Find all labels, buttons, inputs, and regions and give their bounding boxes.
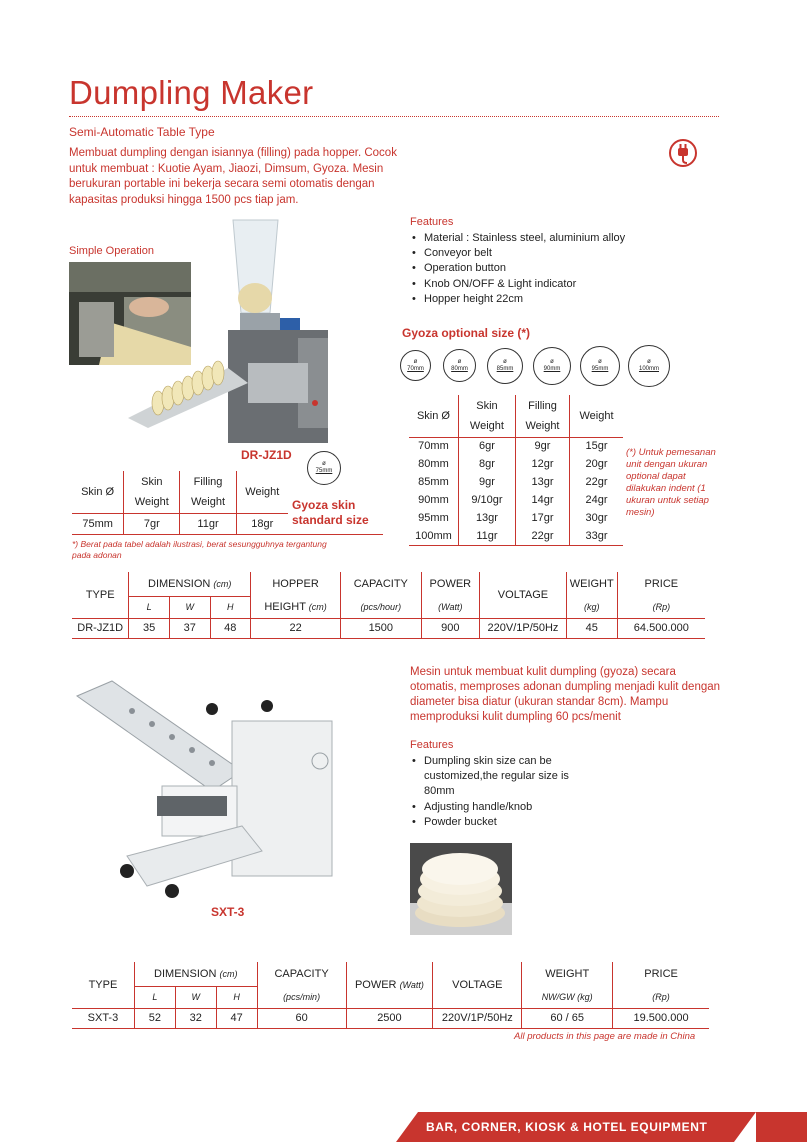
weight-unit: (kg)	[566, 596, 617, 618]
intro-text: Membuat dumpling dengan isiannya (filling) pada hopper. Cocok untuk membuat : Kuotie Ayam, Jiaozi, Dimsum, Gyoza. Mesin berukuran portable ini bekerja secara semi otomatis dengan kapasitas produksi hingga 1500 pcs tiap jam.	[69, 147, 397, 206]
size-circle: ø 80mm	[443, 349, 476, 382]
feature-item: • Conveyor belt	[424, 246, 724, 261]
table-cell: 12gr	[515, 455, 569, 473]
power-plug-icon	[668, 138, 698, 168]
spec-cell: 1500	[341, 618, 421, 638]
weight-header: WEIGHT	[522, 962, 613, 986]
spec-cell: 19.500.000	[613, 1008, 709, 1028]
spec-cell: SXT-3	[87, 1012, 119, 1024]
dimension-header: DIMENSION (cm)	[134, 962, 257, 986]
price-unit: (Rp)	[617, 596, 705, 618]
size-circle: ø 90mm	[533, 347, 571, 385]
spec-table-sxt3	[72, 962, 709, 1029]
table-cell: 18gr	[236, 513, 288, 535]
power-header: POWER	[421, 572, 480, 596]
table-cell: 22gr	[515, 527, 569, 545]
table-cell: 9gr	[515, 437, 569, 455]
simple-operation-label: Simple Operation	[69, 245, 154, 257]
feature-item: • Hopper height 22cm	[424, 292, 724, 307]
feature-item: • Material : Stainless steel, aluminium alloy	[424, 231, 724, 246]
price-unit: (Rp)	[613, 986, 709, 1008]
optional-size-note: (*) Untuk pemesanan unit dengan ukuran optional dapat dilakukan indent (1 ukuran untuk setiap mesin)	[626, 447, 716, 518]
table-cell: 75mm	[82, 518, 113, 531]
spec-cell: DR-JZ1D	[77, 622, 124, 634]
type-header: TYPE	[88, 978, 118, 991]
size-circle: ø 70mm	[400, 350, 431, 381]
table-cell: 11gr	[458, 527, 515, 545]
size-circle: ø 95mm	[580, 346, 620, 386]
table-cell: 8gr	[458, 455, 515, 473]
voltage-header: VOLTAGE	[480, 572, 567, 618]
spec-cell: 900	[421, 618, 480, 638]
feature-item: • Knob ON/OFF & Light indicator	[424, 277, 724, 292]
dim-h: H	[210, 596, 251, 618]
spec-cell: 220V/1P/50Hz	[480, 618, 567, 638]
dim-w: W	[169, 596, 210, 618]
standard-size-circle: ø 75mm	[307, 451, 341, 485]
features-title-2: Features	[410, 739, 454, 751]
table-cell: 95mm	[418, 512, 449, 524]
dumpling-maker-photo	[128, 218, 338, 443]
table-cell: 85mm	[418, 476, 449, 488]
table-cell: 15gr	[569, 437, 623, 455]
weight-unit: NW/GW (kg)	[522, 986, 613, 1008]
type-header: TYPE	[85, 588, 115, 601]
dumpling-skins-photo	[410, 843, 512, 935]
spec-cell: 60 / 65	[522, 1008, 613, 1028]
col-header: Filling Weight	[515, 395, 569, 437]
standard-table-bottom-line	[72, 534, 383, 535]
table-cell: 9/10gr	[458, 491, 515, 509]
page-title: Dumpling Maker	[69, 74, 314, 111]
size-circle: ø 85mm	[487, 348, 523, 384]
spec-cell: 64.500.000	[617, 618, 705, 638]
power-header: POWER (Watt)	[346, 962, 433, 1008]
spec-cell: 48	[210, 618, 251, 638]
table-cell: 30gr	[569, 509, 623, 527]
col-header: Skin Weight	[458, 395, 515, 437]
spec-cell: 220V/1P/50Hz	[433, 1008, 522, 1028]
table-cell: 20gr	[569, 455, 623, 473]
table-cell: 7gr	[124, 513, 180, 535]
table-cell: 11gr	[180, 513, 236, 535]
optional-size-circles	[400, 350, 670, 387]
spec-cell: 35	[129, 618, 170, 638]
skin-machine-photo	[72, 676, 342, 912]
footer-stripe	[760, 1112, 807, 1142]
spec-cell: 32	[175, 1008, 216, 1028]
dim-l: L	[129, 596, 170, 618]
dim-w: W	[175, 986, 216, 1008]
price-header: PRICE	[617, 572, 705, 596]
power-unit: (Watt)	[421, 596, 480, 618]
model-label-sxt3: SXT-3	[211, 905, 245, 919]
features-list-2	[410, 754, 594, 830]
spec-cell: 22	[251, 618, 341, 638]
features-title-1: Features	[410, 216, 454, 228]
col-header: Filling Weight	[180, 471, 236, 513]
capacity-header: CAPACITY	[341, 572, 421, 596]
table-cell: 33gr	[569, 527, 623, 545]
product2-description: Mesin untuk membuat kulit dumpling (gyoza) secara otomatis, memproses adonan dumpling menjadi kulit dengan diameter bisa diatur (ukuran standar 8cm). Mampu memproduksi kulit dumpling 60 pcs/menit	[410, 666, 721, 723]
table-cell: 24gr	[569, 491, 623, 509]
spec-cell: 47	[216, 1008, 257, 1028]
size-circle: ø 100mm	[628, 345, 670, 387]
col-header: Weight	[569, 395, 623, 437]
model-label-drjz1d: DR-JZ1D	[241, 448, 292, 462]
table-cell: 6gr	[458, 437, 515, 455]
table-cell: 100mm	[415, 529, 452, 542]
optional-size-table	[409, 395, 623, 546]
table-cell: 80mm	[418, 458, 449, 470]
price-header: PRICE	[613, 962, 709, 986]
capacity-header: CAPACITY	[257, 962, 346, 986]
col-header: Skin Ø	[81, 485, 115, 498]
optional-size-title: Gyoza optional size (*)	[402, 326, 531, 340]
page-subtitle: Semi-Automatic Table Type	[69, 125, 215, 139]
footer-notch	[396, 1112, 418, 1142]
feature-item: • Adjusting handle/knob	[424, 800, 594, 815]
spec-cell: 52	[134, 1008, 175, 1028]
dim-l: L	[134, 986, 175, 1008]
table-cell: 17gr	[515, 509, 569, 527]
capacity-unit: (pcs/min)	[257, 986, 346, 1008]
footer-notch-right	[734, 1112, 756, 1142]
made-in-note: All products in this page are made in China	[514, 1031, 696, 1042]
standard-size-table	[72, 471, 288, 535]
hopper-header: HOPPER	[251, 572, 341, 596]
feature-item: • Operation button	[424, 261, 724, 276]
table-cell: 13gr	[515, 473, 569, 491]
col-header: Skin Ø	[416, 409, 450, 422]
weight-header: WEIGHT	[566, 572, 617, 596]
weight-note: *) Berat pada tabel adalah ilustrasi, berat sesungguhnya tergantung pada adonan	[72, 539, 327, 560]
table-cell: 13gr	[458, 509, 515, 527]
features-list-1	[410, 231, 724, 307]
table-cell: 14gr	[515, 491, 569, 509]
table-cell: 70mm	[418, 440, 449, 453]
spec-cell: 2500	[346, 1008, 433, 1028]
spec-cell: 37	[169, 618, 210, 638]
feature-item: • Powder bucket	[424, 815, 594, 830]
dim-h: H	[216, 986, 257, 1008]
table-cell: 90mm	[418, 494, 449, 506]
footer-banner: BAR, CORNER, KIOSK & HOTEL EQUIPMENT	[396, 1112, 807, 1142]
table-cell: 9gr	[458, 473, 515, 491]
spec-cell: 60	[257, 1008, 346, 1028]
spec-table-drjz1d	[72, 572, 705, 639]
standard-size-title: Gyoza skin standard size	[292, 498, 369, 527]
voltage-header: VOLTAGE	[433, 962, 522, 1008]
table-cell: 22gr	[569, 473, 623, 491]
col-header: Skin Weight	[124, 471, 180, 513]
capacity-unit: (pcs/hour)	[341, 596, 421, 618]
col-header: Weight	[236, 471, 288, 513]
hopper-unit: HEIGHT (cm)	[251, 596, 341, 618]
dimension-header: DIMENSION (cm)	[129, 572, 251, 596]
spec-cell: 45	[566, 618, 617, 638]
feature-item: • Dumpling skin size can be customized,the regular size is 80mm	[424, 754, 594, 800]
title-divider	[69, 116, 719, 117]
